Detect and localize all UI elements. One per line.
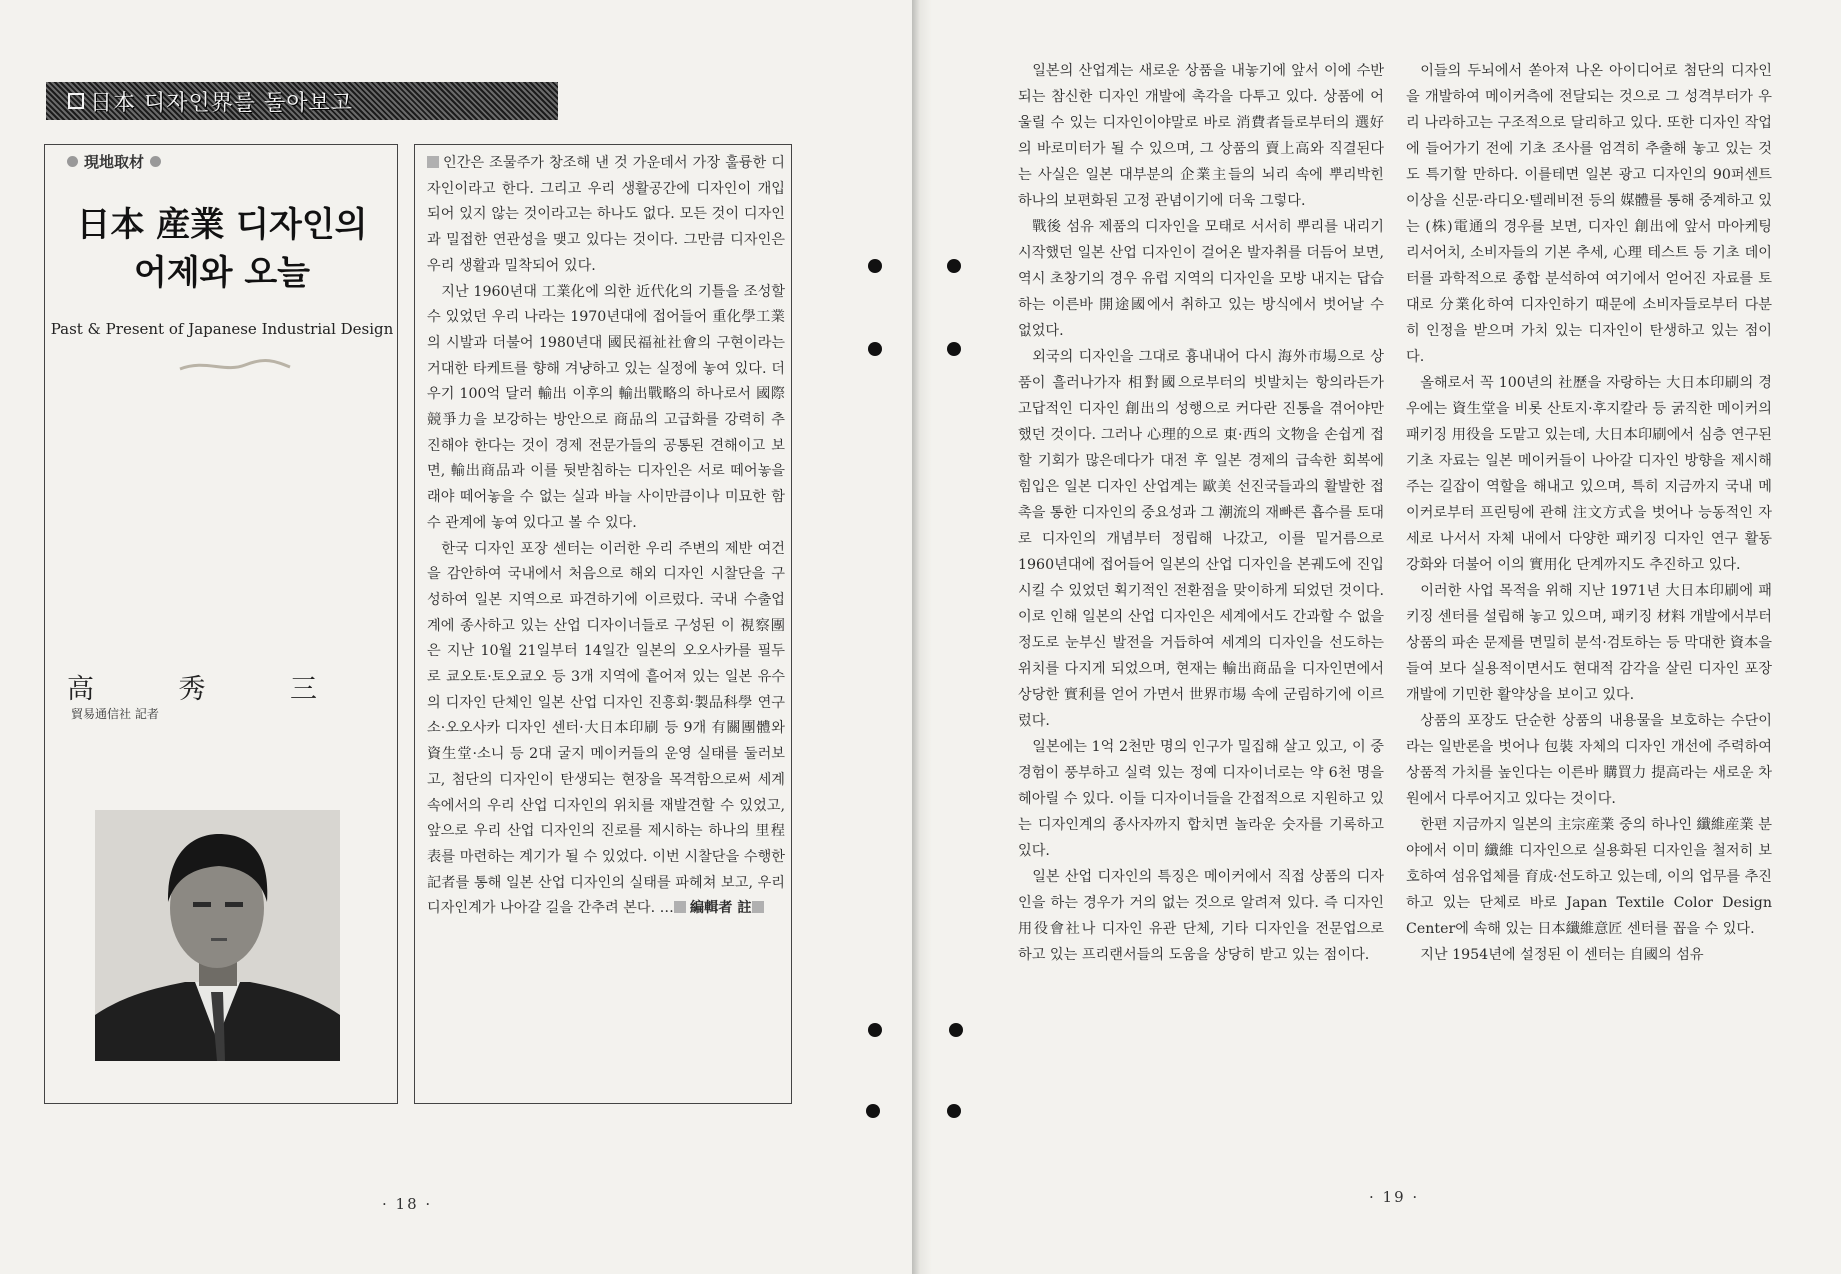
body-paragraph: 戰後 섬유 제품의 디자인을 모태로 서서히 뿌리를 내리기 시작했던 일본 산업 디자인이 걸어온 발자취를 더듬어 보면, 역시 초창기의 경우 유럽 지역의 디자인을 모방 내지는 답습하는 이른바 開途國에서 취하고 있는 방식에서 벗어날 수 없었다. (1018, 219, 1384, 339)
binding-hole-icon (947, 259, 961, 273)
title-line-2: 어제와 오늘 (133, 253, 311, 293)
body-paragraph: 일본에는 1억 2천만 명의 인구가 밀집해 살고 있고, 이 중 경험이 풍부하고 실력 있는 정예 디자이너로는 약 6천 명을 헤아릴 수 있다. 이들 디자이너들을 간접적으로 지원하고 있는 디자인계의 종사자까지 합치면 놀라운 숫자를 기록하고 있다. (1018, 739, 1384, 859)
tag-text: 現地取材 (84, 153, 145, 171)
body-paragraph: 지난 1954년에 설정된 이 센터는 自國의 섬유 (1420, 947, 1704, 963)
binding-hole-icon (868, 342, 882, 356)
body-paragraph: 이러한 사업 목적을 위해 지난 1971년 大日本印刷에 패키징 센터를 설립해 놓고 있으며, 패키징 材料 개발에서부터 상품의 파손 문제를 면밀히 분석·검토하는 등 막대한 資本을 들여 보다 실용적이면서도 현대적 감각을 살린 디자인 포장 개발에 기민한 활약상을 보이고 있다. (1406, 583, 1772, 703)
tag-label (67, 151, 161, 172)
binding-hole-icon (949, 1023, 963, 1037)
square-bullet-icon (427, 156, 439, 168)
left-page (0, 0, 912, 1274)
editor-intro-text (427, 151, 785, 922)
body-paragraph: 일본의 산업계는 새로운 상품을 내놓기에 앞서 이에 수반되는 참신한 디자인 개발에 촉각을 다투고 있다. 상품에 어울릴 수 있는 디자인이야말로 바로 消費者들로부터의 選好의 바로미터가 될 수 있으며, 그 상품의 賣上高와 직결된다는 사실은 일본 대부분의 企業主들의 뇌리 속에 뿌리박힌 하나의 보편화된 고정 관념이기에 더욱 그렇다. (1018, 63, 1384, 209)
title-panel (44, 144, 398, 1104)
body-paragraph: 외국의 디자인을 그대로 흉내내어 다시 海外市場으로 상품이 흘러나가자 相對國으로부터의 빗발치는 항의라든가 고답적인 디자인 創出의 성행으로 커다란 진통을 겪어야만 했던 것이다. 그러나 心理的으로 東·西의 文物을 손쉽게 접할 기회가 많은데다가 대전 후 일본 경제의 급속한 회복에 힘입은 일본 디자인 산업계는 歐美 선진국들과의 활발한 접촉을 통한 디자인의 중요성과 그 潮流의 재빠른 흡수를 토대로 디자인의 개념부터 정립해 나갔고, 이를 밑거름으로 1960년대에 접어들어 일본의 산업 디자인을 본궤도에 진입시킬 수 있었던 획기적인 전환점을 맞이하게 되었던 것이다. 이로 인해 일본의 산업 디자인은 세계에서도 간과할 수 없을 정도로 눈부신 발전을 거듭하여 세계의 디자인을 선도하는 위치를 다지게 되었으며, 현재는 輸出商品을 디자인면에서 상당한 實利를 얻어 가면서 世界市場 속에 군림하기에 이르렀다. (1018, 349, 1384, 729)
bullet-icon (67, 156, 78, 167)
author-char: 三 (290, 674, 317, 705)
bullet-icon (150, 156, 161, 167)
editor-paragraph: 인간은 조물주가 창조해 낸 것 가운데서 가장 훌륭한 디자인이라고 한다. 그리고 우리 생활공간에 디자인이 개입되어 있지 않는 것이라고는 하나도 없다. 모든 것이 디자인과 밀접한 연관성을 맺고 있다는 것이다. 그만큼 디자인은 우리 생활과 밀착되어 있다. (427, 155, 785, 274)
editor-paragraph: 한국 디자인 포장 센터는 이러한 우리 주변의 제반 여건을 감안하여 국내에서 처음으로 해외 디자인 시찰단을 구성하여 일본 지역으로 파견하기에 이르렀다. 국내 수출업계에 종사하고 있는 산업 디자이너들로 구성된 이 視察團은 지난 10월 21일부터 14일간 일본의 오오사카를 필두로 쿄오토·토오쿄오 등 3개 지역에 흩어져 있는 일본 유수의 디자인 단체인 일본 산업 디자인 진흥회·製品科學 연구소·오오사카 디자인 센터·大日本印刷 등 9개 有關團體와 資生堂·소니 등 2대 굴지 메이커들의 운영 실태를 둘러보고, 첨단의 디자인이 탄생되는 현장을 목격함으로써 세계 속에서의 우리 산업 디자인의 위치를 재발견할 수 있었고, 앞으로 우리 산업 디자인의 진로를 제시하는 하나의 里程表를 마련하는 계기가 될 수 있었다. 이번 시찰단을 수행한 記者를 통해 일본 산업 디자인의 실태를 파헤쳐 보고, 우리 디자인계가 나아갈 길을 간추려 본다. … 編輯者 註 (427, 540, 785, 917)
author-photo (95, 810, 340, 1061)
author-role: 貿易通信社 記者 (71, 707, 159, 721)
banner-text: 日本 디자인界를 돌아보고 (90, 90, 354, 116)
body-paragraph: 일본 산업 디자인의 특징은 메이커에서 직접 상품의 디자인을 하는 경우가 거의 없는 것으로 알려져 있다. 즉 디자인 用役會社나 디자인 유관 단체, 기타 디자인을 전문업으로 하고 있는 프리랜서들의 도움을 상당히 받고 있는 점이다. (1018, 869, 1384, 963)
right-page (932, 0, 1841, 1274)
section-banner (46, 82, 558, 120)
body-column-1 (1018, 58, 1384, 968)
author-name (67, 667, 317, 706)
article-subtitle: Past & Present of Japanese Industrial Design (50, 320, 394, 338)
author-char: 秀 (178, 674, 206, 705)
body-paragraph: 올해로서 꼭 100년의 社歷을 자랑하는 大日本印刷의 경우에는 資生堂을 비롯 산토지·후지칼라 등 굵직한 메이커의 패키징 用役을 도맡고 있는데, 大日本印刷에서 심층 연구된 기초 자료는 일본 메이커들이 나아갈 디자인 방향을 제시해 주는 길잡이 역할을 해내고 있으며, 특히 지금까지 국내 메이커로부터 프린팅에 관해 注文方式을 벗어나 능동적인 자세로 나서서 자체 내에서 다양한 패키징 디자인 연구 활동 강화와 더불어 이의 實用化 단계까지도 추진하고 있다. (1406, 375, 1772, 573)
body-paragraph: 상품의 포장도 단순한 상품의 내용물을 보호하는 수단이라는 일반론을 벗어나 包裝 자체의 디자인 개선에 주력하여 상품적 가치를 높인다는 이른바 購買力 提高라는 새로운 차원에서 다루어지고 있다는 것이다. (1406, 713, 1772, 807)
body-paragraph: 한편 지금까지 일본의 主宗産業 중의 하나인 纖維産業 분야에서 이미 纖維 디자인으로 실용화된 디자인을 철저히 보호하여 섬유업체를 育成·선도하고 있는데, 이의 업무를 추진하고 있는 단체로 바로 Japan Textile Color Design Center에 속해 있는 日本纖維意匠 센터를 꼽을 수 있다. (1406, 817, 1772, 937)
binding-hole-icon (947, 1104, 961, 1118)
binding-hole-icon (868, 1023, 882, 1037)
page-number-left: · 18 · (382, 1195, 433, 1213)
square-bullet-icon (674, 901, 686, 913)
binding-hole-icon (866, 1104, 880, 1118)
editor-paragraph: 지난 1960년대 工業化에 의한 近代化의 기틀을 조성할 수 있었던 우리 나라는 1970년대에 접어들어 重化學工業의 시발과 더불어 1980년대 國民福祉社會의 구현이라는 거대한 타케트를 향해 겨냥하고 있는 실정에 놓여 있다. 더우기 100억 달러 輸出 이후의 輸出戰略의 하나로서 國際競爭力을 보강하는 방안으로 商品의 고급화를 강력히 추진해야 한다는 것이 경제 전문가들의 공통된 견해이고 보면, 輸出商品과 이를 뒷받침하는 디자인은 서로 떼어놓을래야 떼어놓을 수 없는 실과 바늘 사이만큼이나 미묘한 함수 관계에 놓여 있다고 볼 수 있다. (427, 283, 785, 531)
body-column-2 (1406, 58, 1772, 968)
author-char: 高 (67, 674, 94, 705)
ink-smudge-icon (175, 355, 295, 375)
binding-hole-icon (868, 259, 882, 273)
article-title (45, 201, 399, 297)
square-bullet-icon (752, 901, 764, 913)
editor-intro-box (414, 144, 792, 1104)
body-paragraph: 이들의 두뇌에서 쏟아져 나온 아이디어로 첨단의 디자인을 개발하여 메이커측에 전달되는 것으로 그 성격부터가 우리 나라하고는 구조적으로 달리하고 있다. 또한 디자인 작업에 들어가기 전에 기초 조사를 엄격히 추출해 놓고 있는 것도 특기할 만하다. 이를테면 일본 광고 디자인의 90퍼센트 이상을 신문·라디오·텔레비전 등의 媒體를 통해 중계하고 있는 (株)電通의 경우를 보면, 디자인 創出에 앞서 마아케팅 리서어치, 소비자들의 기본 추세, 心理 테스트 등 기초 데이터를 과학적으로 종합 분석하여 여기에서 얻어진 자료를 토대로 分業化하여 디자인하기 때문에 소비자들로부터 다분히 인정을 받으며 가치 있는 디자인이 탄생하고 있는 점이다. (1406, 63, 1772, 365)
page-gutter (912, 0, 932, 1274)
editor-note: 編輯者 註 (689, 900, 752, 917)
page-number-right: · 19 · (1369, 1188, 1420, 1206)
square-icon (68, 93, 84, 109)
title-line-1: 日本 産業 디자인의 (76, 205, 368, 245)
binding-hole-icon (947, 342, 961, 356)
